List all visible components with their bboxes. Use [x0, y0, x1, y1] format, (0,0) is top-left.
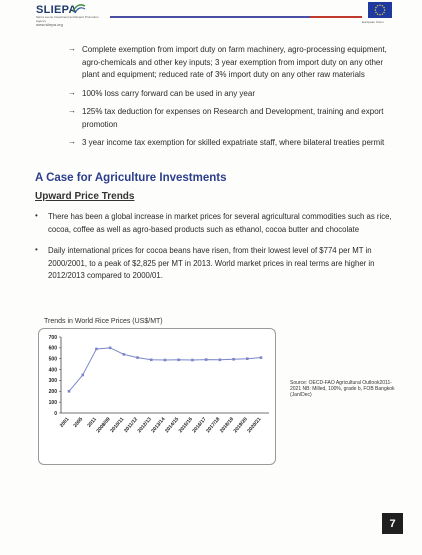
- data-point: [164, 359, 167, 362]
- x-tick-label: 2020/21: [246, 416, 263, 435]
- chart-title: Trends in World Rice Prices (US$/MT): [44, 318, 163, 325]
- y-tick-label: 600: [48, 345, 57, 352]
- data-point: [136, 356, 139, 359]
- data-point: [260, 356, 263, 359]
- y-tick-label: 400: [48, 367, 57, 374]
- logo: SLIEPA: [36, 4, 77, 16]
- y-tick-label: 500: [48, 356, 57, 363]
- x-tick-label: 2008/09: [95, 416, 112, 435]
- list-item: [35, 211, 397, 236]
- x-tick-label: 2010/11: [109, 416, 126, 434]
- y-tick-label: 200: [48, 389, 57, 396]
- x-tick-label: 2013/14: [150, 416, 167, 435]
- list-item-text: 100% loss carry forward can be used in any year: [82, 88, 255, 98]
- data-point: [81, 374, 84, 377]
- arrow-right-icon: →: [68, 106, 76, 115]
- x-tick-label: 2014/15: [164, 416, 181, 435]
- list-item: [68, 137, 398, 150]
- data-point: [150, 359, 153, 362]
- page-number: 7: [382, 513, 403, 534]
- data-point: [109, 347, 112, 350]
- x-tick-label: 2011: [86, 416, 98, 429]
- x-tick-label: 2017/18: [205, 416, 222, 435]
- y-tick-label: 300: [48, 378, 57, 385]
- list-item-text: Complete exemption from import duty on farm machinery, agro-processing equipment, agro-chemicals and other key inputs; 3 year exemption from import duty on any other plant and equipment; reduced rate of 3% import duty on any other raw materials: [82, 45, 387, 79]
- eu-caption: European Union: [362, 20, 384, 24]
- y-tick-label: 100: [48, 399, 57, 406]
- arrow-right-icon: →: [68, 137, 76, 146]
- arrow-right-icon: →: [68, 87, 76, 97]
- series-line: [69, 348, 261, 391]
- bullet-icon: •: [35, 211, 38, 220]
- x-tick-label: 2015/16: [177, 416, 194, 435]
- list-item: [68, 88, 398, 101]
- data-point: [95, 348, 98, 351]
- chart-frame: [38, 328, 276, 465]
- x-tick-label: 2001: [58, 416, 71, 429]
- y-tick-label: 0: [54, 410, 57, 417]
- x-tick-label: 2019/20: [232, 416, 249, 435]
- list-item: [35, 245, 397, 283]
- price-points-list: [35, 211, 397, 292]
- header-rule-blue: [110, 16, 310, 18]
- x-tick-label: 2011/12: [123, 416, 140, 434]
- list-item-text: 3 year income tax exemption for skilled expatriate staff, where bilateral treaties permit: [82, 138, 385, 147]
- logo-url: www.sliepa.org: [36, 22, 63, 27]
- incentives-list: [68, 44, 398, 156]
- x-tick-label: 2016/17: [191, 416, 208, 435]
- data-point: [219, 359, 222, 362]
- data-point: [123, 353, 126, 356]
- section-title: A Case for Agriculture Investments: [35, 172, 227, 184]
- logo-subtitle: Sierra Leone Investment and Export Promotion Agency: [36, 15, 99, 23]
- header-rule-red: [310, 16, 362, 18]
- x-tick-label: 2018/19: [218, 416, 236, 435]
- data-point: [205, 358, 208, 361]
- eu-flag-icon: [368, 2, 392, 18]
- bullet-icon: •: [35, 245, 38, 254]
- list-item: [68, 44, 398, 82]
- x-tick-label: 2012/13: [136, 416, 153, 435]
- data-point: [232, 358, 235, 361]
- data-point: [246, 357, 249, 360]
- data-point: [191, 359, 194, 362]
- data-point: [177, 359, 180, 362]
- list-item-text: Daily international prices for cocoa beans have risen, from their lowest level of $774 per MT in 2000/2001, to a peak of $2,825 per MT in 2013. World market prices in real terms are higher in 2012/2013 compared to 2000/01.: [48, 246, 375, 280]
- page-header: [0, 0, 422, 30]
- list-item: [68, 106, 398, 131]
- logo-swirl-icon: [72, 2, 86, 14]
- rice-price-chart: [39, 329, 277, 466]
- chart-source-note: Source: OECD-FAO Agricultural Outlook2011-2021 NB: Milled, 100%, grade b, FOB Bangkok (Jan/Dec): [290, 380, 395, 399]
- list-item-text: There has been a global increase in market prices for several agricultural commodities such as rice, cocoa, coffee as well as agro-based products such as ethanol, cocoa butter and chocolate: [48, 212, 392, 234]
- x-tick-label: 2005: [72, 416, 85, 429]
- arrow-right-icon: →: [68, 44, 76, 53]
- list-item-text: 125% tax deduction for expenses on Research and Development, training and export promotion: [82, 107, 384, 129]
- data-point: [68, 390, 71, 393]
- y-tick-label: 700: [48, 334, 57, 341]
- subsection-title: Upward Price Trends: [35, 191, 135, 202]
